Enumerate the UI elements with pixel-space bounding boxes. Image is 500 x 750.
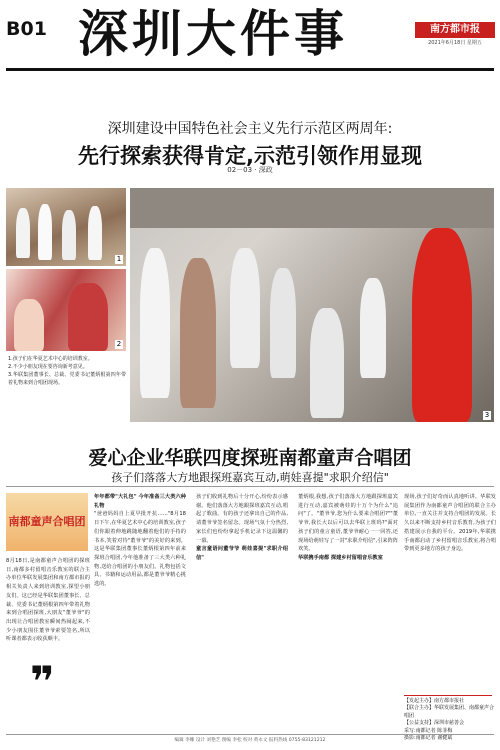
- info-box: 【发起主办】南方都市报社 【联合主办】华联发展集团、南都童声合唱团 【公益支持】深圳市慈善会 采写:南都记者 陈菲梅 摄影:南都记者 谢健斌: [404, 698, 495, 742]
- subhead-3: 华联携手南都 探建乡村留唱音乐教室: [298, 554, 383, 561]
- caption-1: 1.孩子们在华夏艺术中心的培训教室。: [8, 356, 93, 362]
- child-figure: [180, 258, 216, 408]
- column-4-text: 现场,孩子们好奇而认真地听讲。华联发展集团作为南都童声合唱团的联合主办单位,一直关注并支持合唱团的发展。长久以来不断支持乡村音乐教育,为孩子们搭建展示自我的平台。2019年,华联携手南都启动了乡村留唱音乐教室,将合唱带到更多地方的孩子身边。: [404, 494, 496, 553]
- issue-date: 2021年6月18日 星期五: [428, 40, 482, 46]
- adult-figure: [68, 283, 108, 351]
- page-footer: 编辑 李姗 设计 刘艳芝 图编 李松 校对 黄永文 报料热线 0755-83121212: [174, 738, 326, 743]
- lead-headline: 先行探索获得肯定,示范引领作用显现: [78, 144, 422, 168]
- info-rule: [404, 695, 492, 696]
- child-figure: [16, 208, 30, 258]
- child-figure: [310, 308, 344, 418]
- ceiling: [130, 188, 494, 228]
- photo-rehearsal-hall: [130, 188, 494, 422]
- story-column-4: [404, 493, 496, 554]
- photo-captions: [8, 355, 126, 387]
- newspaper-logo: 南方都市报: [415, 22, 495, 38]
- photo-classroom: [6, 188, 126, 266]
- caption-2: 2.不少小朋友现在要咨询新考意见。: [8, 364, 88, 370]
- story-column-3: [298, 493, 398, 563]
- promo-graphic: [6, 493, 88, 551]
- divider: [6, 486, 494, 487]
- footer-rule: [6, 734, 494, 735]
- photo-consultation: [6, 269, 126, 351]
- child-figure: [230, 248, 260, 368]
- header-rule: [6, 68, 494, 71]
- story-column-2: [196, 493, 288, 563]
- column-1-text: "爸爸妈妈自上夏早批开抗……"8月18日下午,在华夏艺术中心的培训教室,孩子们你跟着伸地跳随地翻着他们的手持的书本,笑着对待"董爷爷"的美好的来到。这是华联集团董事长董炳根第四年前来探班合唱团,今年他准备了三大类六种礼物,送给合唱团的小朋友们。礼物包括文具、书籍和运动用品,都是董爷爷精心挑选的。: [94, 511, 186, 588]
- story-lead-text: 8月18日,是南都童声合唱团的探班日,南都多村留唱音乐教室的联合主办单位华联发展集团和南方都市报的相关负责人来到培训教室,探望小朋友们。这已经是华联集团董事长、总裁、党委书记董炳根第四年带着礼物来到合唱团探班,大朋友"董爷爷"的出现让合唱团教室瞬间热闹起来,不少小朋友围住董爷爷索要签名,所以听课者都表示收获颇丰。: [6, 558, 90, 643]
- column-2-text: 孩子们收到礼物后十分开心,纷纷表示感谢。他们落落大方地跟探班嘉宾互动,唱起了歌曲。有的孩子还拿出自己的作品,请董爷爷签名留念。现场气氛十分热烈,家长们也纷纷拿起手机记录下这温馨的一幕。: [196, 494, 288, 544]
- quote-mark-icon: ❞: [30, 657, 55, 706]
- story-column-1: [94, 493, 186, 589]
- child-figure: [14, 299, 44, 351]
- photo-number: 2: [116, 340, 122, 348]
- subhead-2: 童言童语问董爷爷 萌娃喜提"求职介绍信": [196, 546, 288, 561]
- adult-figure-red-shirt: [412, 228, 472, 422]
- page-title: 深圳大件事: [78, 5, 348, 63]
- photo-number: 1: [116, 255, 122, 263]
- child-figure: [88, 206, 102, 260]
- story-headline: 爱心企业华联四度探班南都童声合唱团: [88, 447, 412, 469]
- child-figure: [270, 268, 296, 378]
- story-deck: 孩子们落落大方地跟探班嘉宾互动,萌娃喜提"求职介绍信": [111, 471, 389, 484]
- child-figure: [38, 204, 52, 260]
- lead-kicker: 深圳建设中国特色社会主义先行示范区两周年:: [107, 121, 393, 137]
- child-figure: [360, 278, 386, 378]
- promo-text: 南都童声合唱团: [8, 515, 86, 528]
- photo-number: 3: [484, 411, 490, 419]
- child-figure: [62, 210, 76, 260]
- caption-3: 3.华联集团董事长、总裁、党委书记董炳根第四年带着礼物来到合唱团现场。: [8, 372, 126, 386]
- child-figure: [140, 248, 170, 398]
- subhead-1: 年年都带"大礼包" 今年准备三大类六种礼物: [94, 494, 186, 509]
- section-code: B01: [6, 18, 47, 40]
- column-3-text: 董炳根,我想,孩子们落落大方地跟探班嘉宾进行互动,嘉宾被萌娃的十万个为什么"追问"了。"董爷爷,您为什么要来合唱团?""董爷爷,我长大以后可以去华联上班吗?"面对孩子们的童言童语,董爷爷耐心一一回答,还现场给萌娃写了一封"求职介绍信",引来阵阵欢笑。: [298, 494, 398, 553]
- lead-byline: 02－03 · 深政: [227, 166, 273, 174]
